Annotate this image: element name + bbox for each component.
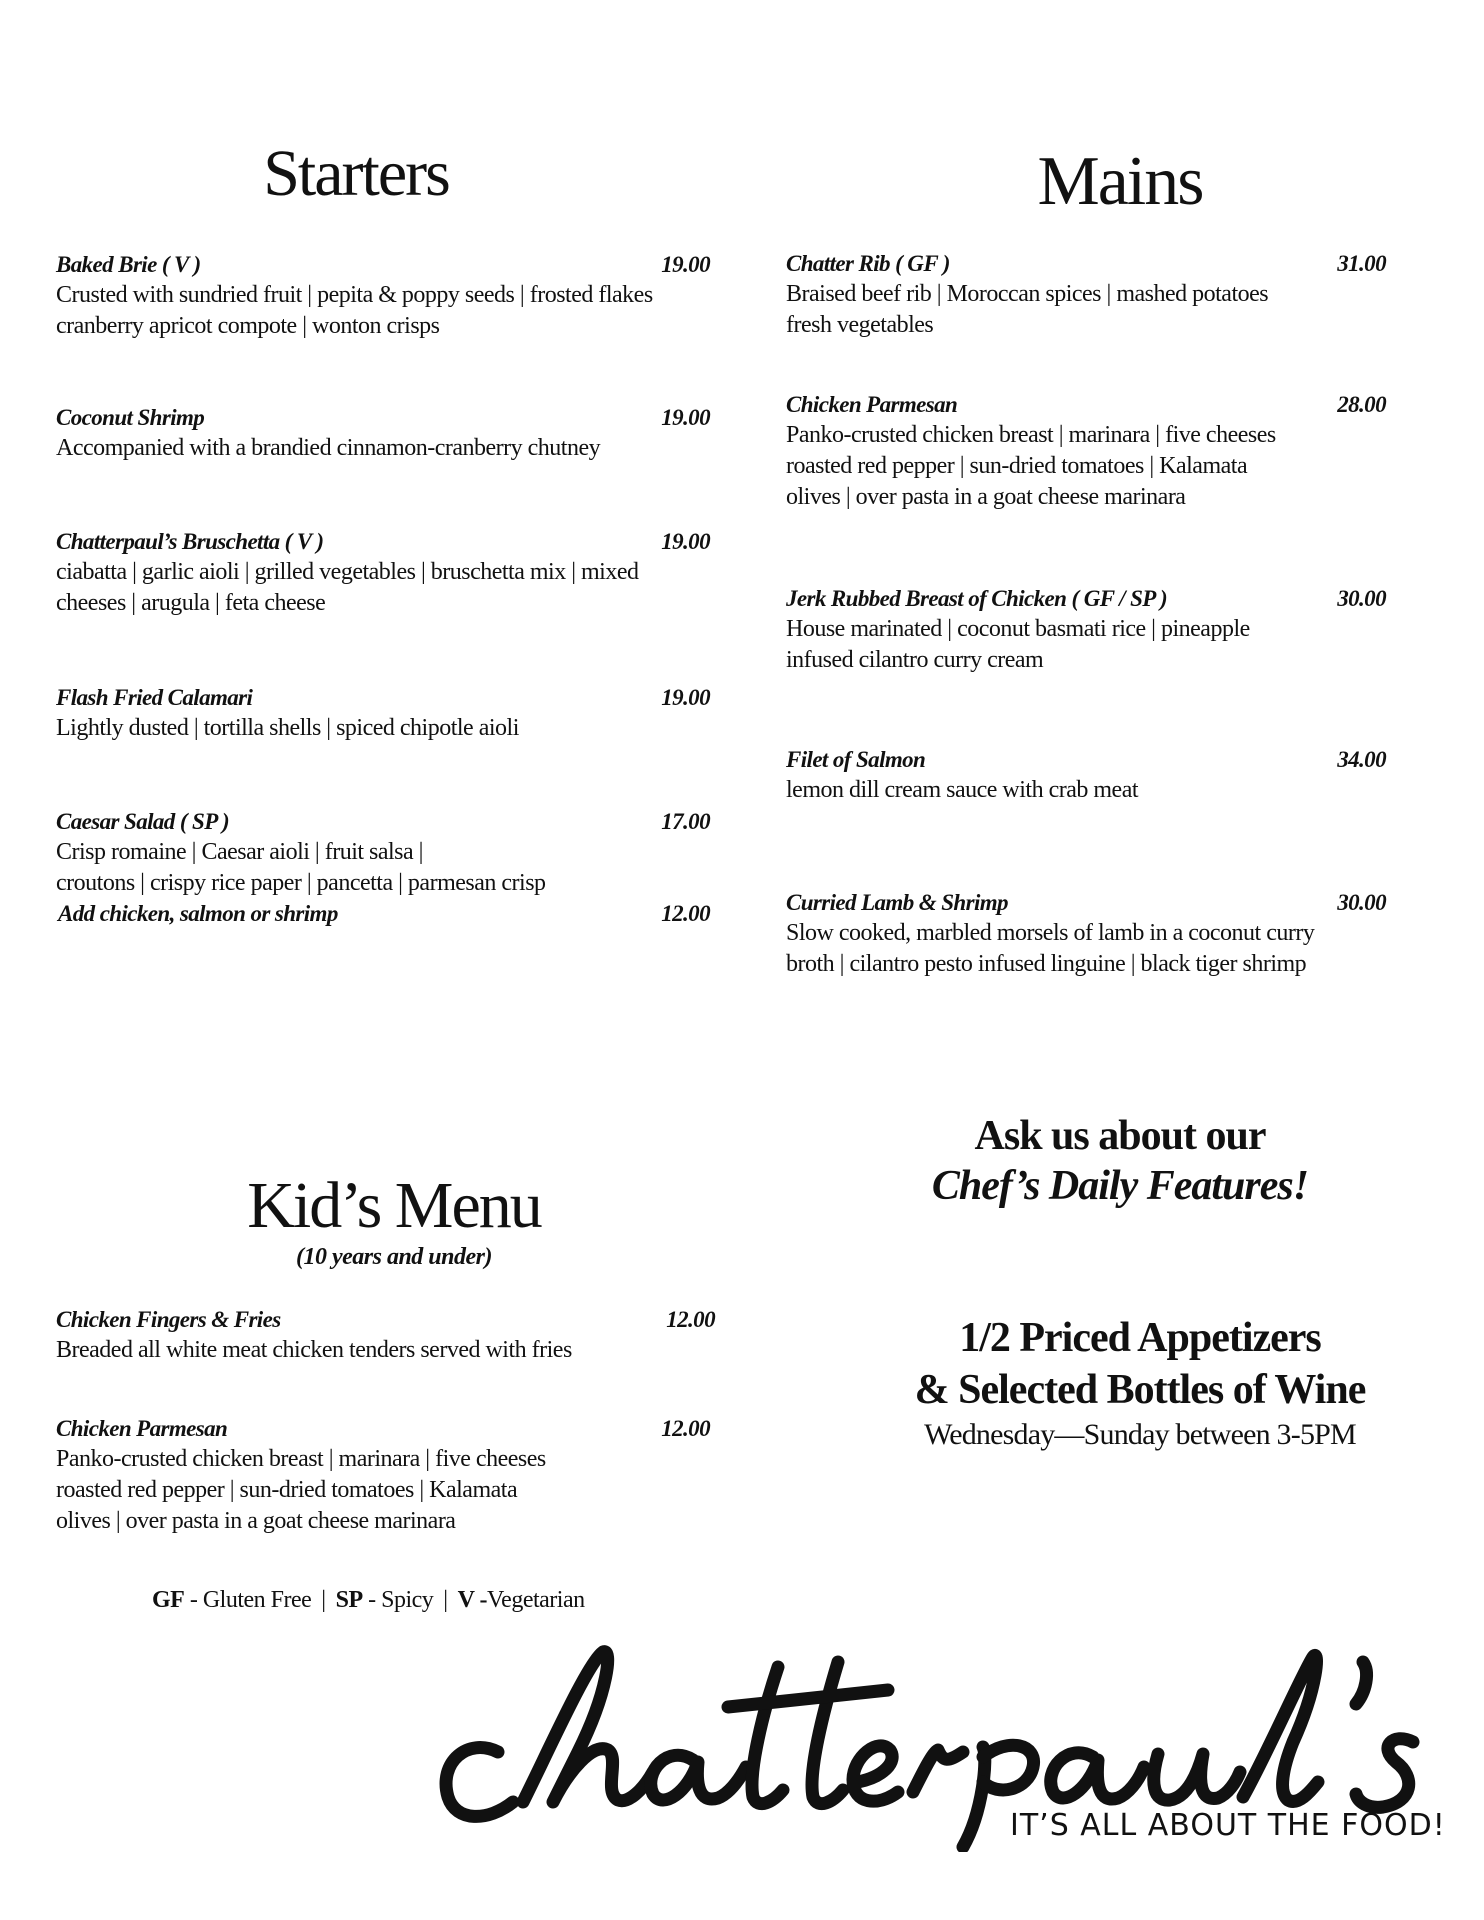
item-name: Flash Fried Calamari <box>56 685 253 710</box>
starters-heading: Starters <box>263 137 449 210</box>
item-desc-line: Panko-crusted chicken breast | marinara | five cheeses <box>786 422 1276 448</box>
promo-wine: & Selected Bottles of Wine <box>914 1367 1366 1413</box>
item-desc-line: fresh vegetables <box>786 312 934 338</box>
item-price: 19.00 <box>661 685 710 710</box>
kids-item-chicken-fingers <box>56 1305 715 1366</box>
item-name: Curried Lamb & Shrimp <box>786 890 1008 915</box>
starter-item-baked-brie <box>56 250 710 342</box>
item-desc-line: roasted red pepper | sun-dried tomatoes | Kalamata <box>56 1477 518 1503</box>
item-name: Add chicken, salmon or shrimp <box>58 901 338 926</box>
item-desc-line: House marinated | coconut basmati rice | pineapple <box>786 616 1250 642</box>
item-desc-line: cheeses | arugula | feta cheese <box>56 590 326 616</box>
item-desc-line: lemon dill cream sauce with crab meat <box>786 777 1139 803</box>
item-desc-line: broth | cilantro pesto infused linguine | black tiger shrimp <box>786 951 1307 977</box>
item-desc-line: Slow cooked, marbled morsels of lamb in a coconut curry <box>786 920 1315 946</box>
item-price: 19.00 <box>661 405 710 430</box>
starter-item-caesar-salad <box>56 807 710 899</box>
item-name: Caesar Salad ( SP ) <box>56 809 230 834</box>
kids-menu-subtitle: (10 years and under) <box>295 1244 492 1270</box>
item-name: Coconut Shrimp <box>56 405 205 430</box>
kids-item-chicken-parmesan <box>56 1414 710 1537</box>
diet-legend <box>152 1587 585 1614</box>
promo-ask-line: Ask us about our <box>974 1113 1266 1159</box>
main-item-chicken-parmesan <box>786 390 1386 513</box>
legend-separator: | <box>321 1587 326 1613</box>
item-price: 19.00 <box>661 529 710 554</box>
main-item-curried-lamb <box>786 888 1386 980</box>
legend-separator: | <box>443 1587 448 1613</box>
legend-gf-code: GF <box>152 1587 185 1613</box>
item-desc-line: cranberry apricot compote | wonton crisps <box>56 313 440 339</box>
legend-sp-text: - Spicy <box>362 1587 434 1613</box>
item-desc-line: roasted red pepper | sun-dried tomatoes | Kalamata <box>786 453 1248 479</box>
item-name: Chicken Parmesan <box>786 392 958 417</box>
item-price: 28.00 <box>1337 392 1386 417</box>
item-name: Chatter Rib ( GF ) <box>786 251 950 276</box>
main-item-chatter-rib <box>786 249 1386 341</box>
item-name: Chatterpaul’s Bruschetta ( V ) <box>56 529 324 554</box>
starter-item-calamari <box>56 683 710 744</box>
starter-item-add-protein <box>58 899 710 929</box>
legend-sp-code: SP <box>335 1587 363 1613</box>
item-name: Chicken Parmesan <box>56 1416 228 1441</box>
item-price: 12.00 <box>661 901 710 926</box>
promo-appetizers: 1/2 Priced Appetizers <box>959 1315 1321 1361</box>
mains-heading: Mains <box>1037 143 1203 220</box>
item-desc-line: Breaded all white meat chicken tenders served with fries <box>56 1337 572 1363</box>
promo-daily-features: Chef’s Daily Features! <box>931 1163 1309 1209</box>
legend-gf-text: - Gluten Free <box>184 1587 312 1613</box>
item-price: 34.00 <box>1337 747 1386 772</box>
starter-item-bruschetta <box>56 527 710 619</box>
legend-v-text: Vegetarian <box>487 1587 585 1613</box>
item-price: 30.00 <box>1337 586 1386 611</box>
item-name: Chicken Fingers & Fries <box>56 1307 281 1332</box>
item-desc-line: croutons | crispy rice paper | pancetta | parmesan crisp <box>56 870 546 896</box>
item-name: Filet of Salmon <box>786 747 926 772</box>
item-price: 12.00 <box>661 1416 710 1441</box>
item-name: Jerk Rubbed Breast of Chicken ( GF / SP ) <box>786 586 1168 611</box>
item-name: Baked Brie ( V ) <box>56 252 201 277</box>
starter-item-coconut-shrimp <box>56 403 710 464</box>
item-desc-line: Lightly dusted | tortilla shells | spiced chipotle aioli <box>56 715 519 741</box>
item-price: 30.00 <box>1337 890 1386 915</box>
main-item-jerk-chicken <box>786 584 1386 676</box>
legend-v-code: V - <box>457 1587 487 1613</box>
item-desc-line: olives | over pasta in a goat cheese marinara <box>786 484 1186 510</box>
item-price: 17.00 <box>661 809 710 834</box>
item-desc-line: Accompanied with a brandied cinnamon-cranberry chutney <box>56 435 601 461</box>
item-desc-line: Panko-crusted chicken breast | marinara | five cheeses <box>56 1446 546 1472</box>
item-desc-line: Crusted with sundried fruit | pepita & poppy seeds | frosted flakes <box>56 282 653 308</box>
main-item-salmon <box>786 745 1386 806</box>
item-desc-line: Braised beef rib | Moroccan spices | mashed potatoes <box>786 281 1269 307</box>
item-price: 31.00 <box>1337 251 1386 276</box>
item-desc-line: ciabatta | garlic aioli | grilled vegetables | bruschetta mix | mixed <box>56 559 639 585</box>
item-price: 12.00 <box>666 1307 715 1332</box>
kids-menu-heading: Kid’s Menu <box>247 1169 541 1242</box>
brand-tagline: IT’S ALL ABOUT THE FOOD! <box>1010 1808 1446 1843</box>
item-desc-line: infused cilantro curry cream <box>786 647 1044 673</box>
item-desc-line: Crisp romaine | Caesar aioli | fruit salsa | <box>56 839 423 865</box>
item-desc-line: olives | over pasta in a goat cheese marinara <box>56 1508 456 1534</box>
promo-hours: Wednesday—Sunday between 3-5PM <box>924 1418 1356 1451</box>
item-price: 19.00 <box>661 252 710 277</box>
